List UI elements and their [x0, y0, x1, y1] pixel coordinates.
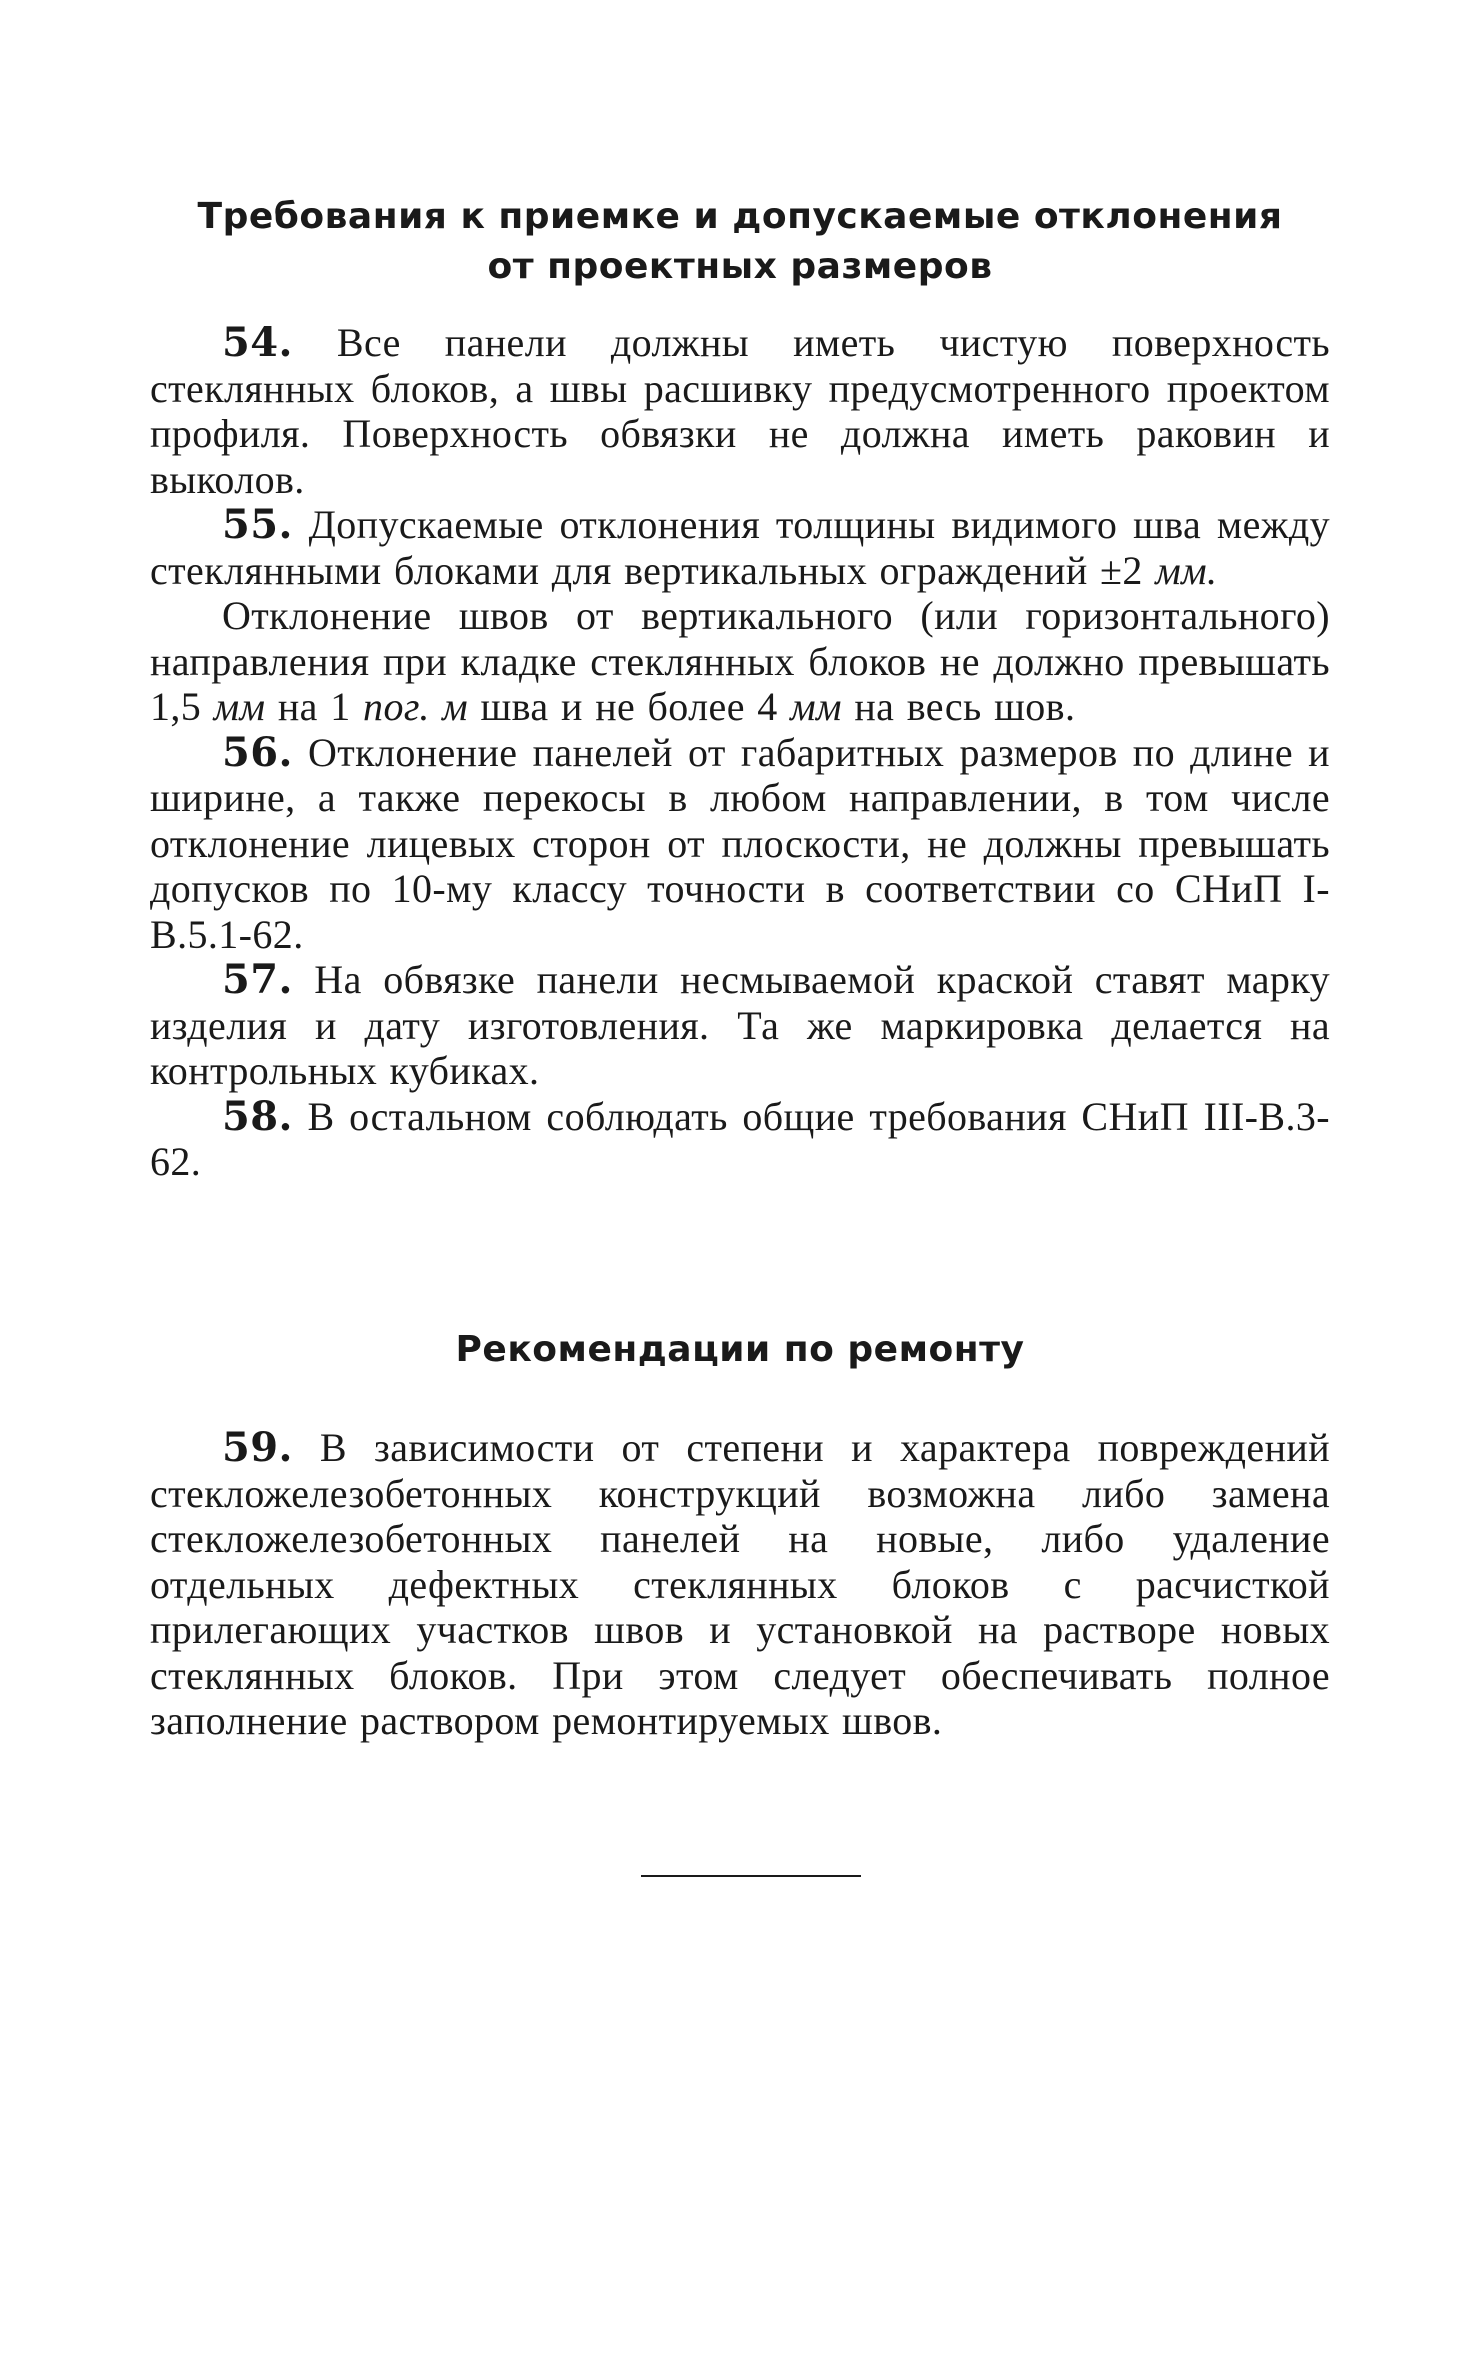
closing-rule [641, 1875, 861, 1877]
acceptance-body [150, 320, 1330, 1185]
paragraph-58 [150, 1094, 1330, 1185]
paragraph-number: 56. [222, 728, 293, 776]
paragraph-text: В зависимости от степени и характера повреждений стекложелезобетонных конструкций возможна либо замена стекложелезобетонных панелей на новые, либо удаление отдельных дефектных стеклянных блоков с расчисткой прилегающих участков швов и установкой на растворе новых стеклянных блоков. При этом следует обеспечивать полное заполнение раствором ремонтируемых швов. [150, 1425, 1331, 1743]
paragraph-55-continued [150, 593, 1330, 730]
paragraph-text: На обвязке панели несмываемой краской ставят марку изделия и дату изготовления. Та же маркировка делается на контрольных кубиках. [150, 957, 1330, 1093]
unit-mm: мм [213, 684, 266, 729]
paragraph-text: шва и не более 4 [480, 684, 778, 729]
unit-mm: мм. [1155, 547, 1218, 593]
paragraph-text: на 1 [277, 684, 351, 729]
paragraph-text: Допускаемые отклонения толщины видимого шва между стеклянными блоками для вертикальных ограждений ±2 [150, 502, 1330, 593]
paragraph-56 [150, 730, 1330, 958]
paragraph-text: Отклонение панелей от габаритных размеров по длине и ширине, а также перекосы в любом направлении, в том числе отклонение лицевых сторон от плоскости, не должны превышать допусков по 10-му классу точности в соответствии со СНиП I-В.5.1-62. [150, 729, 1330, 957]
paragraph-number: 54. [222, 319, 293, 366]
paragraph-59 [150, 1425, 1330, 1744]
paragraph-text: В остальном соблюдать общие требования СНиП III-В.3-62. [150, 1093, 1330, 1184]
paragraph-text: Все панели должны иметь чистую поверхность стеклянных блоков, а швы расшивку предусмотренного проектом профиля. Поверхность обвязки не должна иметь раковин и выколов. [150, 320, 1330, 502]
paragraph-number: 58. [222, 1092, 293, 1140]
section-heading-repair [150, 1325, 1330, 1375]
paragraph-number: 59. [222, 1424, 293, 1471]
paragraph-55 [150, 502, 1330, 593]
heading-line: Рекомендации по ремонту [455, 1329, 1025, 1370]
paragraph-number: 55. [222, 501, 293, 548]
paragraph-text: на весь шов. [854, 684, 1076, 729]
paragraph-54 [150, 320, 1330, 502]
section-heading-acceptance [150, 192, 1330, 292]
repair-body [150, 1425, 1330, 1744]
heading-line-2: от проектных размеров [487, 246, 993, 287]
heading-line-1: Требования к приемке и допускаемые отклонения [197, 196, 1283, 237]
paragraph-text: Отклонение швов от вертикального (или горизонтального) направления при кладке стеклянных блоков не должно превышать 1,5 [150, 593, 1330, 729]
unit-mm: мм [790, 684, 842, 729]
paragraph-57 [150, 957, 1330, 1094]
paragraph-number: 57. [222, 956, 293, 1003]
unit-running-meter: пог. м [363, 684, 469, 729]
